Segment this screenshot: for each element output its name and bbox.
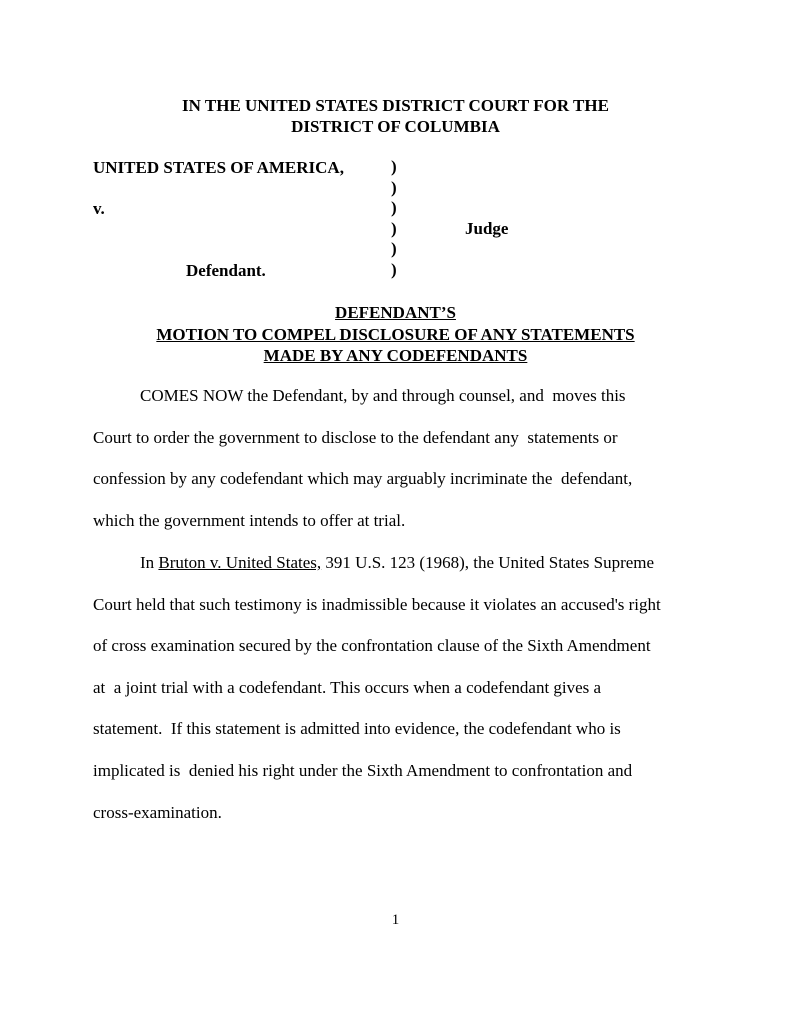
paragraph-line: which the government intends to offer at trial. bbox=[93, 510, 406, 530]
paragraph-text: 391 U.S. 123 (1968), the United States Supreme bbox=[321, 553, 655, 572]
paragraph-text: In bbox=[140, 553, 159, 572]
motion-title-line-1: DEFENDANT’S bbox=[335, 303, 456, 322]
paragraph-line: Court held that such testimony is inadmissible because it violates an accused's right bbox=[93, 594, 661, 614]
caption-paren: ) bbox=[391, 218, 397, 238]
court-heading-line-1: IN THE UNITED STATES DISTRICT COURT FOR THE bbox=[182, 96, 609, 115]
paragraph-line: statement. If this statement is admitted into evidence, the codefendant who is bbox=[93, 719, 621, 739]
page-number: 1 bbox=[391, 912, 400, 928]
caption-defendant: Defendant. bbox=[186, 261, 266, 280]
case-citation-name: Bruton v. United States, bbox=[158, 553, 322, 572]
caption-paren-column bbox=[391, 157, 397, 281]
court-heading bbox=[0, 95, 791, 137]
paragraph-line-with-citation bbox=[93, 542, 713, 584]
motion-title-line-2: MOTION TO COMPEL DISCLOSURE OF ANY STATEMENTS bbox=[156, 324, 635, 344]
paragraph-line: implicated is denied his right under the Sixth Amendment to confrontation and bbox=[93, 760, 633, 780]
paragraph-line: COMES NOW the Defendant, by and through counsel, and moves this bbox=[140, 386, 626, 405]
paragraph-1 bbox=[93, 375, 713, 541]
paragraph-line: of cross examination secured by the confrontation clause of the Sixth Amendment bbox=[93, 636, 651, 656]
caption-versus: v. bbox=[93, 199, 105, 218]
caption-paren: ) bbox=[391, 198, 397, 218]
paragraph-line: at a joint trial with a codefendant. This occurs when a codefendant gives a bbox=[93, 677, 602, 697]
paragraph-line: cross-examination. bbox=[93, 802, 222, 822]
paragraph-2 bbox=[93, 542, 713, 833]
caption-judge-label: Judge bbox=[465, 219, 509, 238]
caption-paren: ) bbox=[391, 177, 397, 197]
caption-paren: ) bbox=[391, 239, 397, 259]
court-heading-line-2: DISTRICT OF COLUMBIA bbox=[291, 117, 500, 136]
caption-paren: ) bbox=[391, 157, 397, 176]
motion-title bbox=[0, 302, 791, 367]
paragraph-line: confession by any codefendant which may arguably incriminate the defendant, bbox=[93, 469, 633, 489]
motion-title-line-3: MADE BY ANY CODEFENDANTS bbox=[263, 346, 528, 365]
caption-paren: ) bbox=[391, 259, 397, 279]
paragraph-line: Court to order the government to disclose to the defendant any statements or bbox=[93, 427, 618, 447]
caption-plaintiff: UNITED STATES OF AMERICA, bbox=[93, 158, 344, 177]
